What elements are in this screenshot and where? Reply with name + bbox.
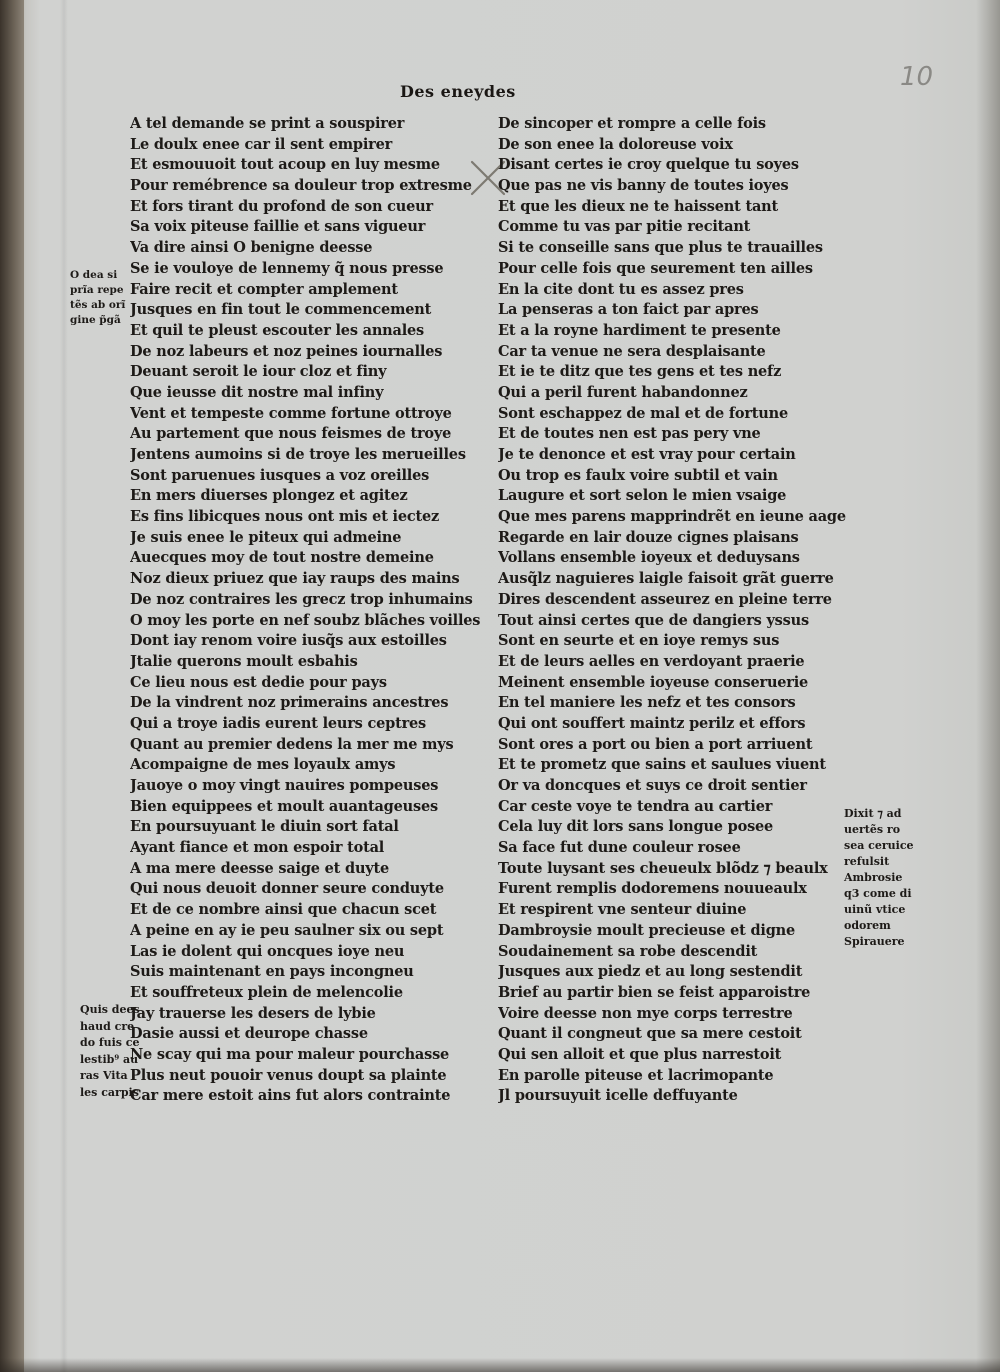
verse-line: Le doulx enee car il sent empirer [130, 135, 393, 153]
verse-line: Si te conseille sans que plus te trauailles [498, 239, 823, 257]
verse-line: Las ie dolent qui oncques ioye neu [130, 942, 405, 960]
marginal-note-line: refulsit [844, 855, 890, 868]
verse-line: A tel demande se print a souspirer [130, 115, 405, 132]
folio-number: 10 [900, 62, 934, 92]
page-bottom-shadow [0, 1358, 1000, 1372]
verse-line: Deuant seroit le iour cloz et finy [130, 363, 387, 381]
verse-line: Jtalie querons moult esbahis [130, 652, 358, 670]
marginal-note-line: Dixit ⁊ ad [844, 807, 902, 820]
marginal-note-line: sea ceruice [844, 839, 914, 852]
verse-line: Auecques moy de tout nostre demeine [130, 549, 434, 567]
marginal-note-line: lestib⁹ au [80, 1052, 139, 1066]
verse-line: Disant certes ie croy quelque tu soyes [498, 156, 799, 174]
marginal-note-upper-left [70, 268, 125, 328]
verse-line: Soudainement sa robe descendit [498, 942, 758, 960]
verse-line: Et ie te ditz que tes gens et tes nefz [498, 363, 782, 381]
marginal-note-line: uertẽs ro [844, 823, 901, 836]
verse-line: Faire recit et compter amplement [130, 280, 398, 298]
verse-line: Sont paruenues iusques a voz oreilles [130, 466, 430, 484]
verse-line: Au partement que nous feismes de troye [130, 425, 452, 443]
verse-line: Jauoye o moy vingt nauires pompeuses [130, 777, 439, 794]
verse-line: Sa face fut dune couleur rosee [498, 839, 741, 857]
binding-gutter [0, 0, 24, 1372]
verse-line: Et de leurs aelles en verdoyant praerie [498, 652, 805, 670]
verse-line: Cela luy dit lors sans longue posee [498, 818, 774, 836]
verse-line: Car ceste voye te tendra au cartier [498, 797, 773, 815]
text-column-left [130, 114, 500, 1107]
verse-line: Dont iay renom voire iusq̃s aux estoilles [130, 632, 447, 650]
verse-line: Qui sen alloit et que plus narrestoit [498, 1045, 782, 1063]
verse-line: Et esmouuoit tout acoup en luy mesme [130, 156, 440, 174]
marginal-note-line: tẽs ab orĩ [70, 299, 126, 311]
verse-line: Sont en seurte et en ioye remys sus [498, 632, 780, 650]
verse-line: Brief au partir bien se feist apparoistre [498, 983, 811, 1001]
verse-line: Jusques en fin tout le commencement [130, 301, 432, 319]
verse-line: Car ta venue ne sera desplaisante [498, 342, 766, 360]
verse-line: Or va doncques et suys ce droit sentier [498, 777, 807, 794]
verse-line: De sincoper et rompre a celle fois [498, 115, 766, 132]
verse-line: Que ieusse dit nostre mal infiny [130, 383, 384, 401]
verse-line: Ausq̃lz naguieres laigle faisoit grãt guerre [498, 570, 834, 588]
marginal-note-line: do fuis ce [80, 1036, 140, 1049]
marginal-note-right [844, 806, 914, 950]
verse-line: Bien equippees et moult auantageuses [130, 797, 438, 815]
verse-line: Tout ainsi certes que de dangiers yssus [498, 611, 809, 629]
verse-line: En parolle piteuse et lacrimopante [498, 1066, 774, 1084]
verse-line: En la cite dont tu es assez pres [498, 280, 744, 298]
verse-line: De la vindrent noz primerains ancestres [130, 694, 449, 712]
marginal-note-line: les carpis [80, 1085, 139, 1099]
verse-line: Et quil te pleust escouter les annales [130, 321, 424, 339]
verse-line: Que pas ne vis banny de toutes ioyes [498, 177, 789, 195]
verse-line: Suis maintenant en pays incongneu [130, 963, 414, 981]
verse-line: O moy les porte en nef soubz blãches voilles [130, 611, 481, 629]
verse-line: Dasie aussi et deurope chasse [130, 1025, 368, 1043]
verse-line: A peine en ay ie peu saulner six ou sept [130, 921, 444, 939]
verse-line: Et souffreteux plein de melencolie [130, 983, 403, 1001]
verse-line: Et te prometz que sains et saulues viuent [498, 756, 826, 774]
verse-line: Voire deesse non mye corps terrestre [498, 1004, 793, 1022]
verse-line: Qui a troye iadis eurent leurs ceptres [130, 714, 427, 732]
verse-line: Quant au premier dedens la mer me mys [130, 735, 454, 753]
verse-line: Car mere estoit ains fut alors contrainte [130, 1087, 451, 1105]
verse-line: Jentens aumoins si de troye les merueilles [130, 446, 466, 463]
verse-line: Regarde en lair douze cignes plaisans [498, 528, 799, 546]
verse-line: A ma mere deesse saige et duyte [130, 859, 390, 877]
running-head: Des eneydes [400, 82, 516, 101]
verse-line: Ce lieu nous est dedie pour pays [130, 673, 387, 691]
verse-line: Sont ores a port ou bien a port arriuent [498, 735, 813, 753]
verse-line: Es fins libicques nous ont mis et iectez [130, 508, 440, 526]
verse-line: Plus neut pouoir venus doupt sa plainte [130, 1066, 447, 1084]
marginal-note-line: q3 come di [844, 887, 912, 900]
verse-line: Et fors tirant du profond de son cueur [130, 197, 433, 215]
verse-line: Qui nous deuoit donner seure conduyte [130, 880, 444, 898]
marginal-note-line: Spirauere [844, 935, 905, 948]
verse-line: Ayant fiance et mon espoir total [130, 839, 385, 857]
marginal-note-line: odorem [844, 919, 891, 932]
verse-line: Ou trop es faulx voire subtil et vain [498, 466, 778, 484]
verse-line: Vent et tempeste comme fortune ottroye [130, 404, 452, 422]
verse-line: Dambroysie moult precieuse et digne [498, 921, 796, 939]
verse-line: Laugure et sort selon le mien vsaige [498, 487, 787, 505]
verse-line: Se ie vouloye de lennemy q̃ nous presse [130, 259, 444, 277]
marginal-note-lower-left [80, 1002, 140, 1101]
verse-line: Et a la royne hardiment te presente [498, 321, 781, 339]
verse-line: Dires descendent asseurez en pleine terre [498, 590, 832, 608]
verse-line: Jusques aux piedz et au long sestendit [498, 963, 803, 981]
verse-line: Et de ce nombre ainsi que chacun scet [130, 901, 437, 919]
verse-line: Va dire ainsi O benigne deesse [130, 239, 373, 257]
verse-line: Acompaigne de mes loyaulx amys [130, 756, 396, 774]
verse-line: Noz dieux priuez que iay raups des mains [130, 570, 460, 588]
marginal-note-line: ras Vita [80, 1069, 128, 1082]
page-edge-shadow [976, 0, 1000, 1372]
verse-line: Et de toutes nen est pas pery vne [498, 425, 761, 443]
verse-line: Et que les dieux ne te haissent tant [498, 197, 779, 215]
verse-line: La penseras a ton faict par apres [498, 301, 759, 319]
verse-line: En mers diuerses plongez et agitez [130, 487, 408, 505]
verse-line: Qui a peril furent habandonnez [498, 383, 748, 401]
verse-line: De son enee la doloreuse voix [498, 135, 733, 153]
verse-line: Sa voix piteuse faillie et sans vigueur [130, 218, 426, 236]
verse-line: Et respirent vne senteur diuine [498, 901, 747, 919]
verse-line: Furent remplis dodoremens nouueaulx [498, 880, 807, 898]
verse-line: Je suis enee le piteux qui admeine [130, 528, 402, 546]
verse-line: Pour celle fois que seurement ten ailles [498, 259, 813, 277]
verse-line: Pour remébrence sa douleur trop extresme [130, 177, 472, 195]
verse-line: Comme tu vas par pitie recitant [498, 218, 751, 236]
marginal-note-line: Ambrosie [844, 871, 903, 884]
verse-line: En poursuyuant le diuin sort fatal [130, 818, 399, 836]
verse-line: De noz labeurs et noz peines iournalles [130, 342, 443, 360]
verse-line: Toute luysant ses cheueulx blõdz ⁊ beaulx [498, 859, 828, 877]
verse-line: Jay trauerse les desers de lybie [130, 1004, 376, 1022]
verse-line: Qui ont souffert maintz perilz et effors [498, 714, 806, 732]
marginal-note-line: uinũ vtice [844, 903, 906, 916]
verse-line: Quant il congneut que sa mere cestoit [498, 1025, 802, 1043]
verse-line: Jl poursuyuit icelle deffuyante [498, 1087, 738, 1105]
marginal-note-line: prĩa repe [70, 284, 124, 296]
marginal-note-line: gine p̃gã [70, 314, 121, 326]
verse-line: Meinent ensemble ioyeuse conseruerie [498, 673, 809, 691]
marginal-note-line: Quis dees [80, 1003, 140, 1016]
page-fold-shadow [60, 0, 68, 1372]
verse-line: Ne scay qui ma pour maleur pourchasse [130, 1045, 450, 1063]
verse-line: En tel maniere les nefz et tes consors [498, 694, 796, 712]
marginal-note-line: haud cre [80, 1019, 135, 1033]
verse-line: De noz contraires les grecz trop inhumains [130, 590, 473, 608]
marginal-note-line: O dea si [70, 269, 118, 281]
verse-line: Je te denonce et est vray pour certain [498, 446, 796, 463]
verse-line: Que mes parens mapprindrẽt en ieune aage [498, 508, 846, 526]
verse-line: Vollans ensemble ioyeux et deduysans [498, 549, 800, 567]
verse-line: Sont eschappez de mal et de fortune [498, 404, 789, 422]
text-column-right [498, 114, 848, 1107]
